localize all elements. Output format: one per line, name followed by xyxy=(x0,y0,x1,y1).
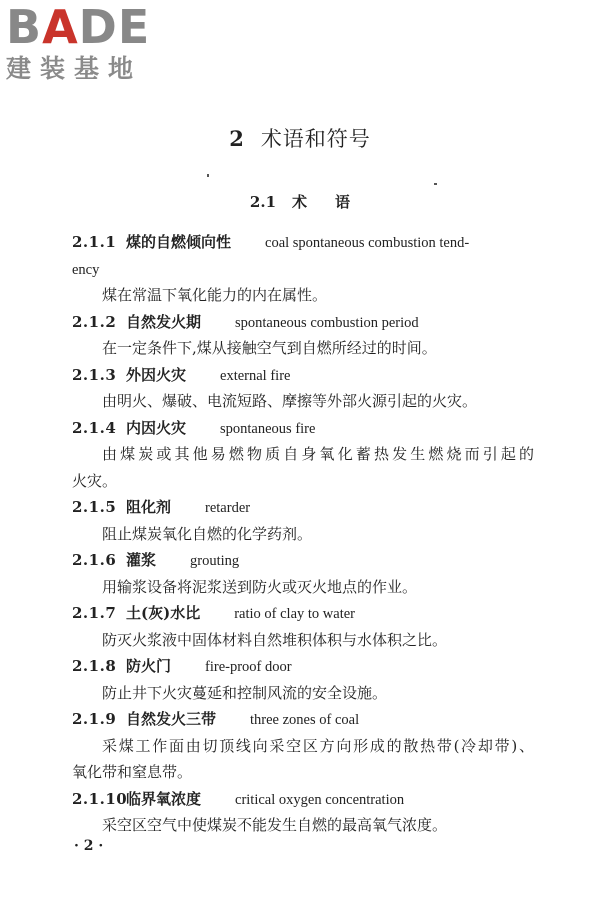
scan-speck xyxy=(207,174,209,177)
logo-letter-b: B xyxy=(6,0,43,54)
term-heading xyxy=(72,653,534,680)
brand-logo xyxy=(6,2,174,84)
term-chinese: 防火门 xyxy=(126,657,172,675)
term-chinese: 自然发火期 xyxy=(126,312,202,331)
term-chinese: 灌浆 xyxy=(126,551,157,569)
term-heading xyxy=(72,706,534,733)
term-chinese: 阻化剂 xyxy=(126,498,172,516)
term-chinese: 内因火灾 xyxy=(126,418,187,437)
term-english: fire-proof door xyxy=(205,659,292,675)
term-heading xyxy=(72,415,534,442)
term-definition: 防灭火浆液中固体材料自然堆积体积与水体积之比。 xyxy=(102,630,448,649)
scan-speck xyxy=(434,183,437,185)
term-number: 2.1.1 xyxy=(72,233,117,251)
term-english: grouting xyxy=(190,553,240,569)
term-chinese: 煤的自燃倾向性 xyxy=(126,233,232,251)
term-chinese: 外因火灾 xyxy=(126,365,187,384)
logo-wordmark xyxy=(6,2,174,52)
term-english: coal spontaneous combustion tend- xyxy=(265,235,470,251)
term-definition: 采煤工作面由切顶线向采空区方向形成的散热带(冷却带)、 xyxy=(102,736,534,755)
term-chinese: 临界氧浓度 xyxy=(126,789,202,808)
term-english: retarder xyxy=(205,500,251,516)
section-number: 2.1 xyxy=(249,193,277,211)
section-name-char: 术 xyxy=(292,193,308,211)
term-number: 2.1.10 xyxy=(72,789,128,808)
term-english: ency xyxy=(72,261,100,278)
term-number: 2.1.5 xyxy=(72,498,117,516)
term-heading xyxy=(72,600,534,627)
term-definition-continued: 氧化带和窒息带。 xyxy=(72,763,193,781)
term-chinese: 土(灰)水比 xyxy=(126,604,201,622)
logo-letter-a: A xyxy=(42,0,79,54)
term-number: 2.1.3 xyxy=(72,365,117,384)
term-number: 2.1.8 xyxy=(72,657,117,675)
term-heading xyxy=(72,494,534,521)
chapter-name: 术语和符号 xyxy=(260,127,371,151)
section-name-char: 语 xyxy=(335,193,351,211)
term-english: critical oxygen concentration xyxy=(235,791,405,808)
term-definition: 由明火、爆破、电流短路、摩擦等外部火源引起的火灾。 xyxy=(102,392,478,410)
page-number: · 2 · xyxy=(74,838,104,854)
chapter-number: 2 xyxy=(229,126,245,151)
term-english: three zones of coal xyxy=(250,712,360,728)
term-heading xyxy=(72,229,534,256)
term-english-continued xyxy=(72,256,534,283)
term-heading xyxy=(72,547,534,574)
term-number: 2.1.6 xyxy=(72,551,117,569)
term-heading xyxy=(72,362,534,389)
term-english: ratio of clay to water xyxy=(234,606,355,622)
term-definition: 阻止煤炭氧化自燃的化学药剂。 xyxy=(102,524,313,543)
term-english: spontaneous fire xyxy=(220,420,316,437)
term-heading xyxy=(72,786,534,813)
term-number: 2.1.2 xyxy=(72,312,117,331)
term-definition: 煤在常温下氧化能力的内在属性。 xyxy=(102,286,328,304)
term-number: 2.1.9 xyxy=(72,710,117,728)
term-definition: 在一定条件下,煤从接触空气到自燃所经过的时间。 xyxy=(102,339,437,357)
term-english: spontaneous combustion period xyxy=(235,314,419,331)
term-definition: 采空区空气中使煤炭不能发生自燃的最高氧气浓度。 xyxy=(102,816,448,834)
term-chinese: 自然发火三带 xyxy=(126,710,217,728)
term-english: external fire xyxy=(220,367,291,384)
logo-letters-de: DE xyxy=(78,0,151,54)
terms-list xyxy=(72,229,534,839)
logo-subtitle: 建装基地 xyxy=(6,54,143,83)
term-definition: 由煤炭或其他易燃物质自身氧化蓄热发生燃烧而引起的 xyxy=(102,445,534,463)
term-definition-continued: 火灾。 xyxy=(72,471,118,490)
chapter-title xyxy=(0,123,600,153)
term-definition: 用输浆设备将泥浆送到防火或灭火地点的作业。 xyxy=(102,577,418,596)
term-definition: 防止井下火灾蔓延和控制风流的安全设施。 xyxy=(102,683,388,702)
term-number: 2.1.4 xyxy=(72,418,117,437)
term-number: 2.1.7 xyxy=(72,604,117,622)
section-title xyxy=(0,191,600,212)
term-heading xyxy=(72,309,534,336)
